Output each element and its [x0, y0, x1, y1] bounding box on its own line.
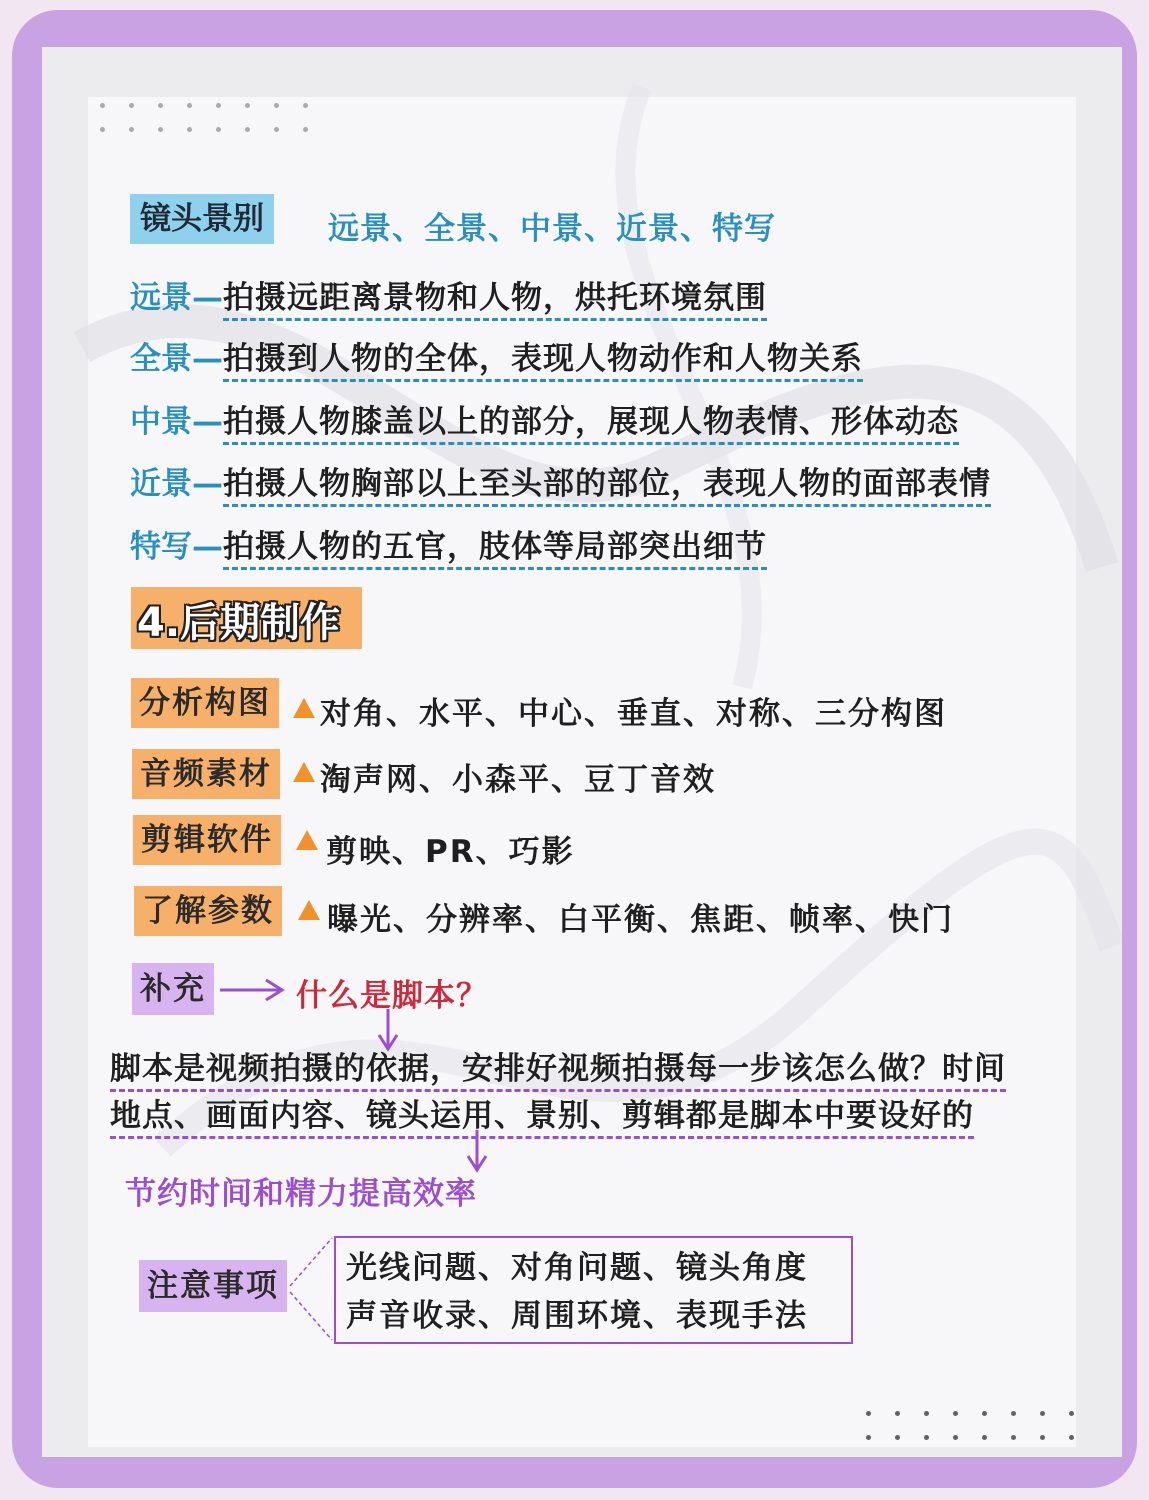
- shot-types-summary: 远景、全景、中景、近景、特写: [328, 211, 776, 247]
- shot-dash: —: [192, 341, 223, 377]
- script-definition-line-2: 地点、画面内容、镜头运用、景别、剪辑都是脚本中要设好的: [110, 1090, 974, 1139]
- triangle-icon: [298, 900, 320, 920]
- shot-desc: 拍摄远距离景物和人物，烘托环境氛围: [223, 280, 767, 321]
- shot-desc: 拍摄人物膝盖以上的部分，展现人物表情、形体动态: [223, 404, 959, 445]
- post-production-title-text: 4.后期制作: [137, 600, 341, 646]
- shot-dash: —: [192, 466, 223, 502]
- decor-dots-top-left: [100, 103, 332, 132]
- shot-row: [130, 521, 767, 566]
- shot-name: 远景: [130, 280, 192, 316]
- shot-desc: 拍摄人物胸部以上至头部的部位，表现人物的面部表情: [223, 466, 991, 507]
- arrow-right-icon: [218, 975, 288, 1005]
- shot-dash: —: [192, 404, 223, 440]
- script-question: 什么是脚本？: [296, 978, 488, 1014]
- post-item-tag: 剪辑软件: [133, 815, 281, 865]
- shot-row: [130, 333, 863, 378]
- shot-row: [130, 272, 767, 317]
- bracket-connector-icon: [286, 1236, 336, 1342]
- post-item-text: 剪映、PR、巧影: [326, 834, 575, 870]
- notes-line-1: 光线问题、对角问题、镜头角度: [346, 1250, 808, 1286]
- post-item-tag: 分析构图: [131, 678, 279, 728]
- post-item-text: 对角、水平、中心、垂直、对称、三分构图: [320, 696, 947, 732]
- post-item-tag: 了解参数: [134, 886, 282, 936]
- triangle-icon: [296, 830, 318, 850]
- notes-line-2: 声音收录、周围环境、表现手法: [346, 1298, 808, 1334]
- shot-name: 特写: [130, 529, 192, 565]
- triangle-icon: [293, 698, 315, 718]
- shot-dash: —: [192, 280, 223, 316]
- shot-name: 近景: [130, 466, 192, 502]
- shot-row: [130, 458, 991, 503]
- post-production-title: [131, 587, 362, 649]
- script-definition-line-1: 脚本是视频拍摄的依据，安排好视频拍摄每一步该怎么做？时间: [110, 1043, 1006, 1092]
- shot-name: 全景: [130, 341, 192, 377]
- shot-desc: 拍摄人物的五官，肢体等局部突出细节: [223, 529, 767, 570]
- shot-desc: 拍摄到人物的全体，表现人物动作和人物关系: [223, 341, 863, 382]
- post-item-tag: 音频素材: [132, 749, 280, 799]
- post-item-text: 淘声网、小森平、豆丁音效: [320, 762, 716, 798]
- notes-tag: 注意事项: [139, 1260, 287, 1312]
- shot-types-tag: 镜头景别: [130, 194, 274, 244]
- shot-row: [130, 396, 959, 441]
- script-benefit: 节约时间和精力提高效率: [125, 1176, 477, 1212]
- triangle-icon: [293, 762, 315, 782]
- supplement-tag: 补充: [132, 963, 214, 1015]
- shot-name: 中景: [130, 404, 192, 440]
- decor-dots-bottom-right: [866, 1411, 1098, 1440]
- shot-dash: —: [192, 529, 223, 565]
- post-item-text: 曝光、分辨率、白平衡、焦距、帧率、快门: [327, 902, 954, 938]
